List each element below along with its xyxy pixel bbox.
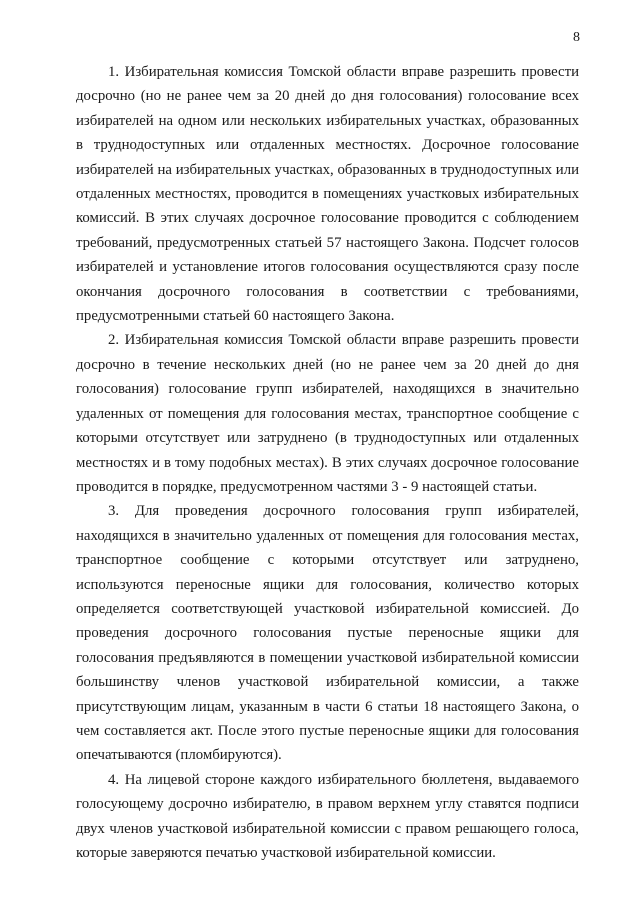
paragraph-2: 2. Избирательная комиссия Томской области вправе разрешить провести досрочно в течение нескольких дней (но не ранее чем за 20 дней до дня голосования) голосование групп избирателей, находящихся в значительно удаленных от помещения для голосования местах, транспортное сообщение с которыми отсутствует или затруднено (в труднодоступных или отдаленных местностях и в тому подобных местах). В этих случаях досрочное голосование проводится в порядке, предусмотренном частями 3 - 9 настоящей статьи. xyxy=(76,332,579,495)
paragraph-4: 4. На лицевой стороне каждого избирательного бюллетеня, выдаваемого голосующему досрочно избирателю, в правом верхнем углу ставятся подписи двух членов участковой избирательной комиссии с правом решающего голоса, которые заверяются печатью участковой избирательной комиссии. xyxy=(76,771,579,861)
page-number: 8 xyxy=(573,30,580,45)
paragraph-3: 3. Для проведения досрочного голосования групп избирателей, находящихся в значительно удаленных от помещения для голосования местах, транспортное сообщение с которыми отсутствует или затруднено, используются переносные ящики для голосования, количество которых определяется соответствующей участковой избирательной комиссией. До проведения досрочного голосования пустые переносные ящики для голосования предъявляются в помещении участковой избирательной комиссии большинству членов участковой избирательной комиссии, а также присутствующим лицам, указанным в части 6 статьи 18 настоящего Закона, о чем составляется акт. После этого пустые переносные ящики для голосования опечатываются (пломбируются). xyxy=(76,503,579,764)
document-body xyxy=(76,60,579,865)
paragraph-1: 1. Избирательная комиссия Томской области вправе разрешить провести досрочно (но не ранее чем за 20 дней до дня голосования) голосование всех избирателей на одном или нескольких избирательных участках, образованных в труднодоступных или отдаленных местностях. Досрочное голосование избирателей на избирательных участках, образованных в труднодоступных или отдаленных местностях, проводится в помещениях участковых избирательных комиссий. В этих случаях досрочное голосование проводится с соблюдением требований, предусмотренных статьей 57 настоящего Закона. Подсчет голосов избирателей и установление итогов голосования осуществляются сразу после окончания досрочного голосования в соответствии с требованиями, предусмотренными статьей 60 настоящего Закона. xyxy=(76,64,579,325)
